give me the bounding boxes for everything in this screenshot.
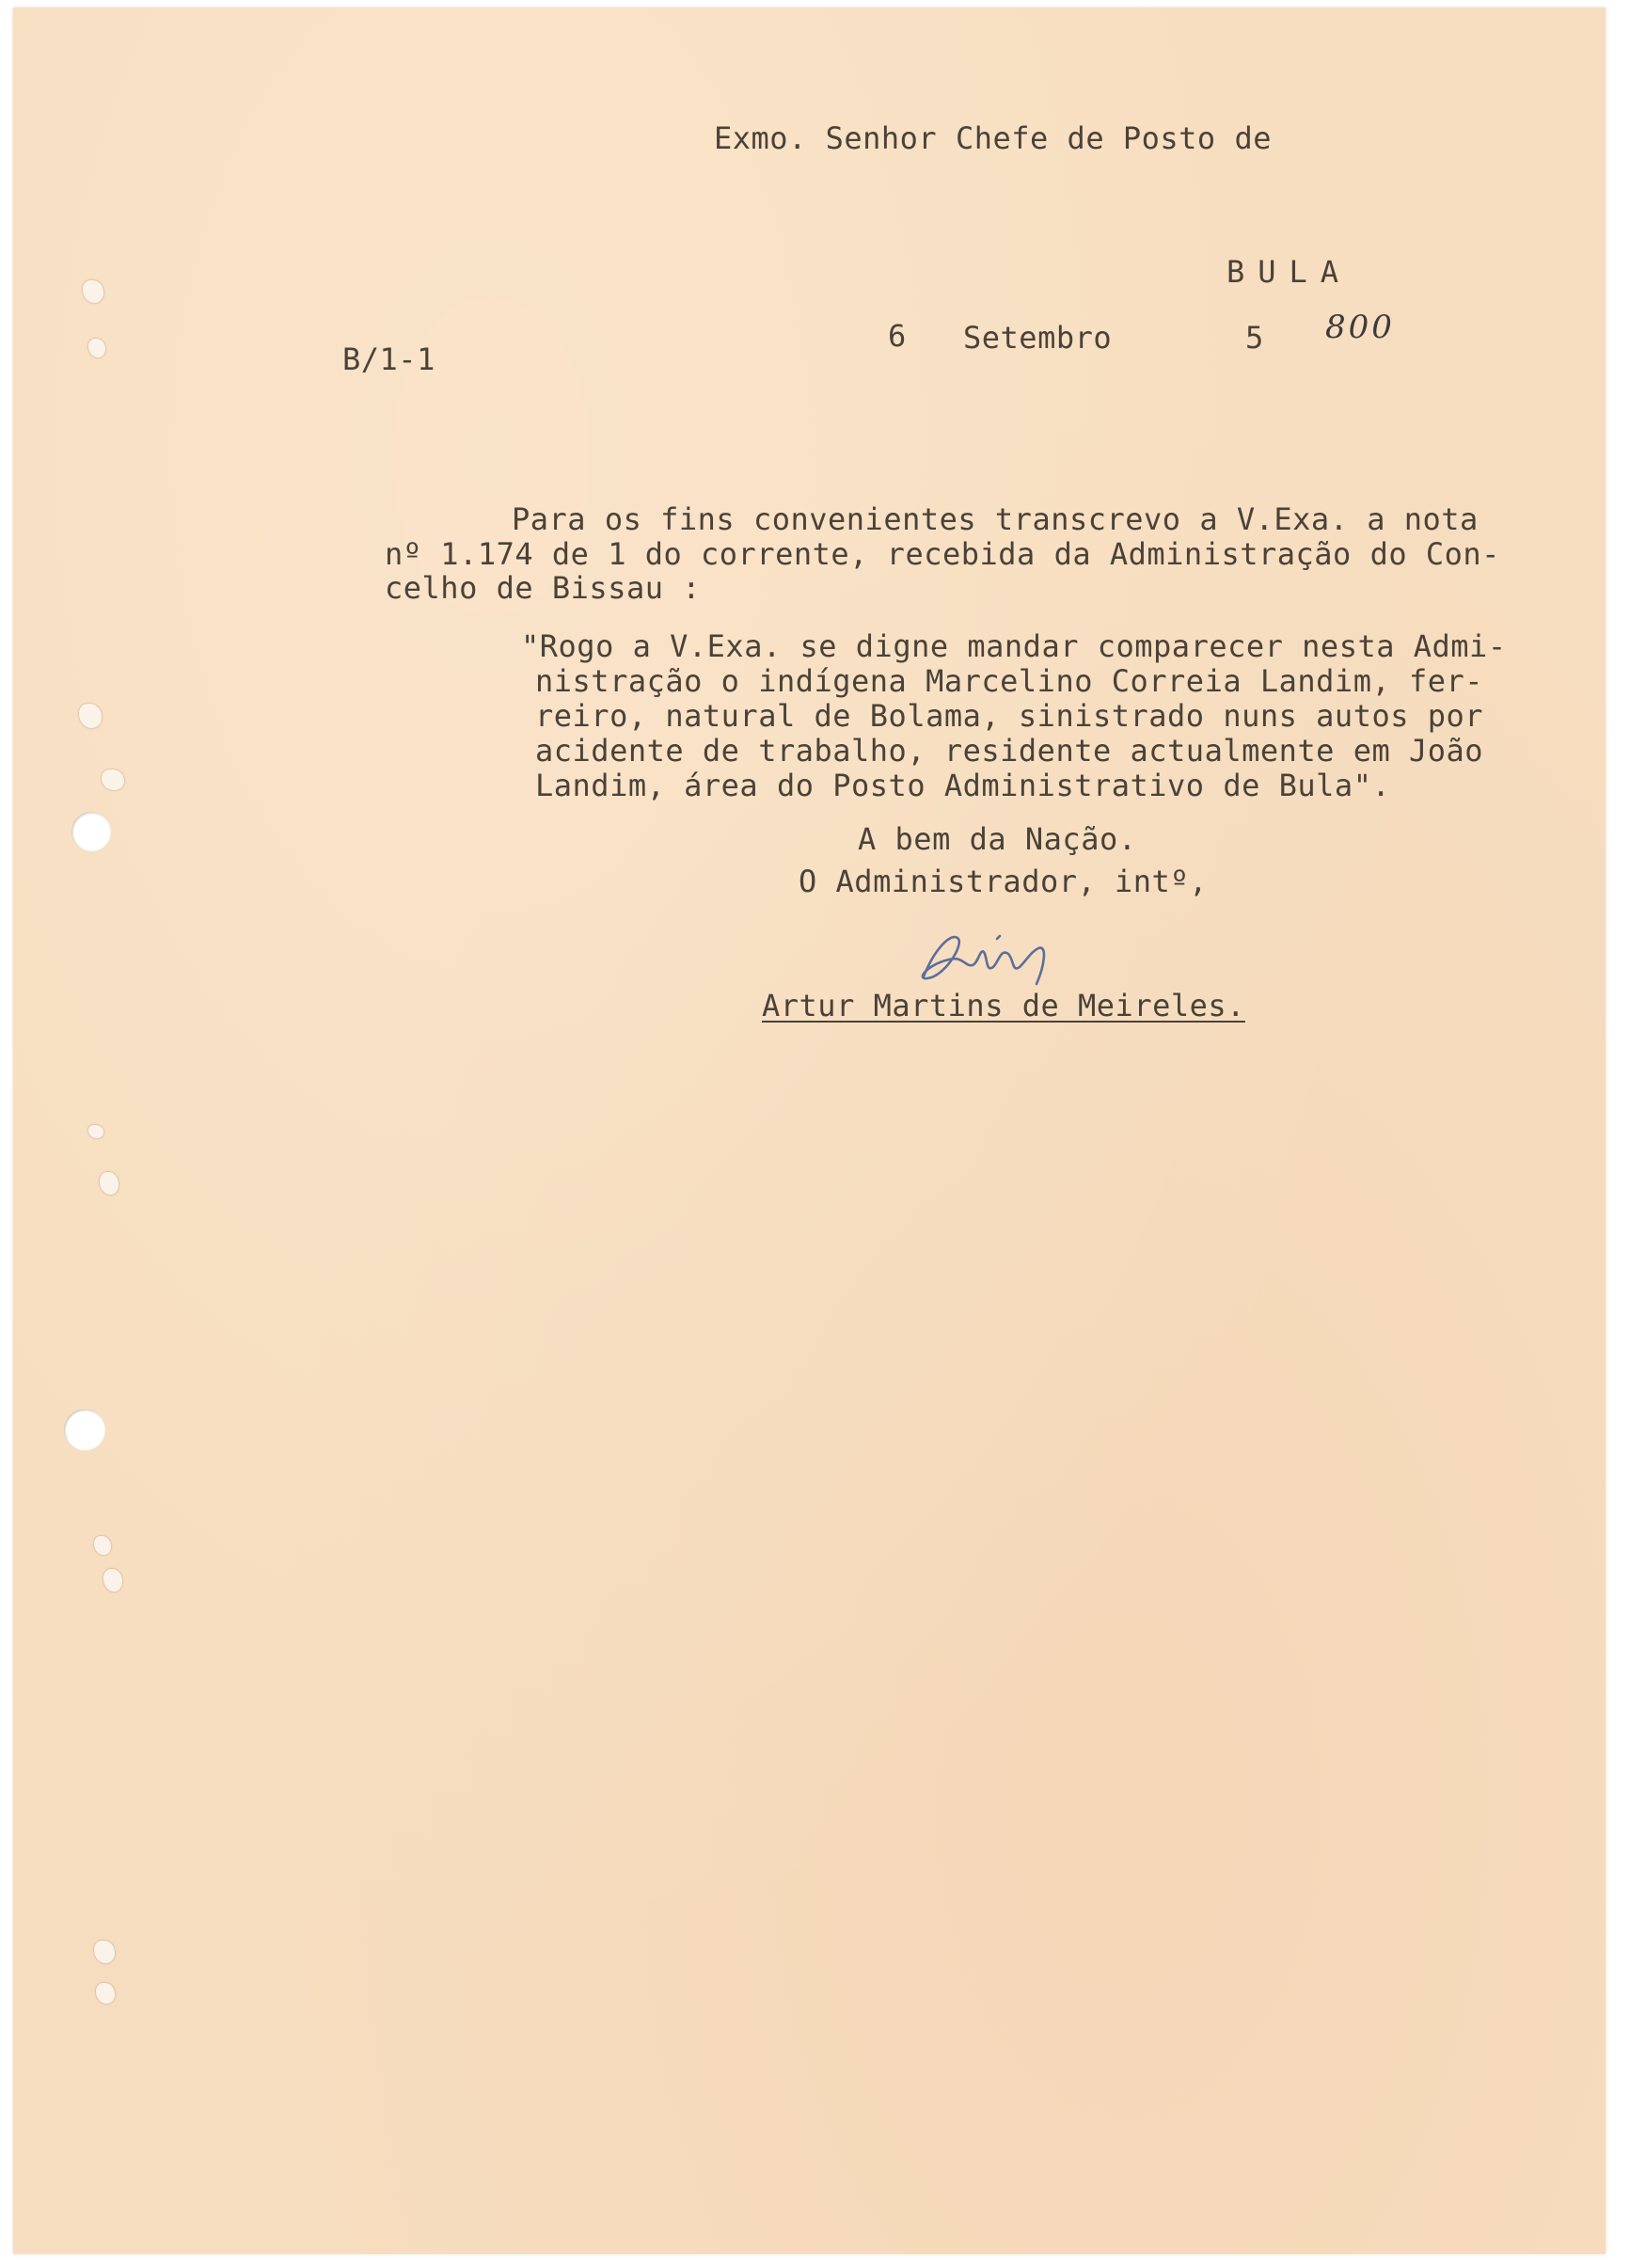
date-day: 6 (888, 318, 907, 354)
signer-title: O Administrador, intº, (799, 864, 1208, 899)
handwritten-number: 800 (1325, 309, 1395, 346)
addressee-line: Exmo. Senhor Chefe de Posto de (714, 120, 1272, 156)
punch-hole (94, 1941, 115, 1963)
quote-line: reiro, natural de Bolama, sinistrado nuns autos por (535, 698, 1484, 734)
body-line: Para os fins convenientes transcrevo a V.Exa. a nota (512, 501, 1479, 537)
date-year: 5 (1245, 320, 1264, 356)
punch-hole (71, 812, 111, 851)
quote-line: nistração o indígena Marcelino Correia Landim, fer- (535, 663, 1484, 699)
reference-code: B/1-1 (342, 341, 435, 377)
punch-hole (88, 1125, 103, 1138)
letter-page (13, 8, 1606, 2254)
punch-hole (103, 1569, 122, 1592)
punch-hole (102, 769, 124, 790)
body-line: nº 1.174 de 1 do corrente, recebida da Administração do Con- (385, 536, 1500, 572)
handwritten-signature (907, 911, 1095, 995)
punch-hole (94, 1536, 111, 1555)
punch-hole (96, 1983, 115, 2004)
date-month: Setembro (963, 320, 1113, 356)
punch-hole (64, 1409, 105, 1451)
punch-hole (100, 1172, 119, 1195)
body-line: celho de Bissau : (385, 570, 702, 606)
punch-hole (83, 280, 103, 303)
punch-hole (88, 339, 105, 357)
quote-line: Landim, área do Posto Administrativo de Bula". (535, 768, 1391, 803)
quote-line: acidente de trabalho, residente actualmente em João (535, 733, 1484, 769)
closing-salutation: A bem da Nação. (858, 821, 1137, 857)
place-name: BULA (1226, 254, 1353, 290)
punch-hole (79, 704, 102, 728)
quote-line: "Rogo a V.Exa. se digne mandar comparecer nesta Admi- (521, 628, 1507, 664)
signer-name: Artur Martins de Meireles. (762, 988, 1245, 1023)
